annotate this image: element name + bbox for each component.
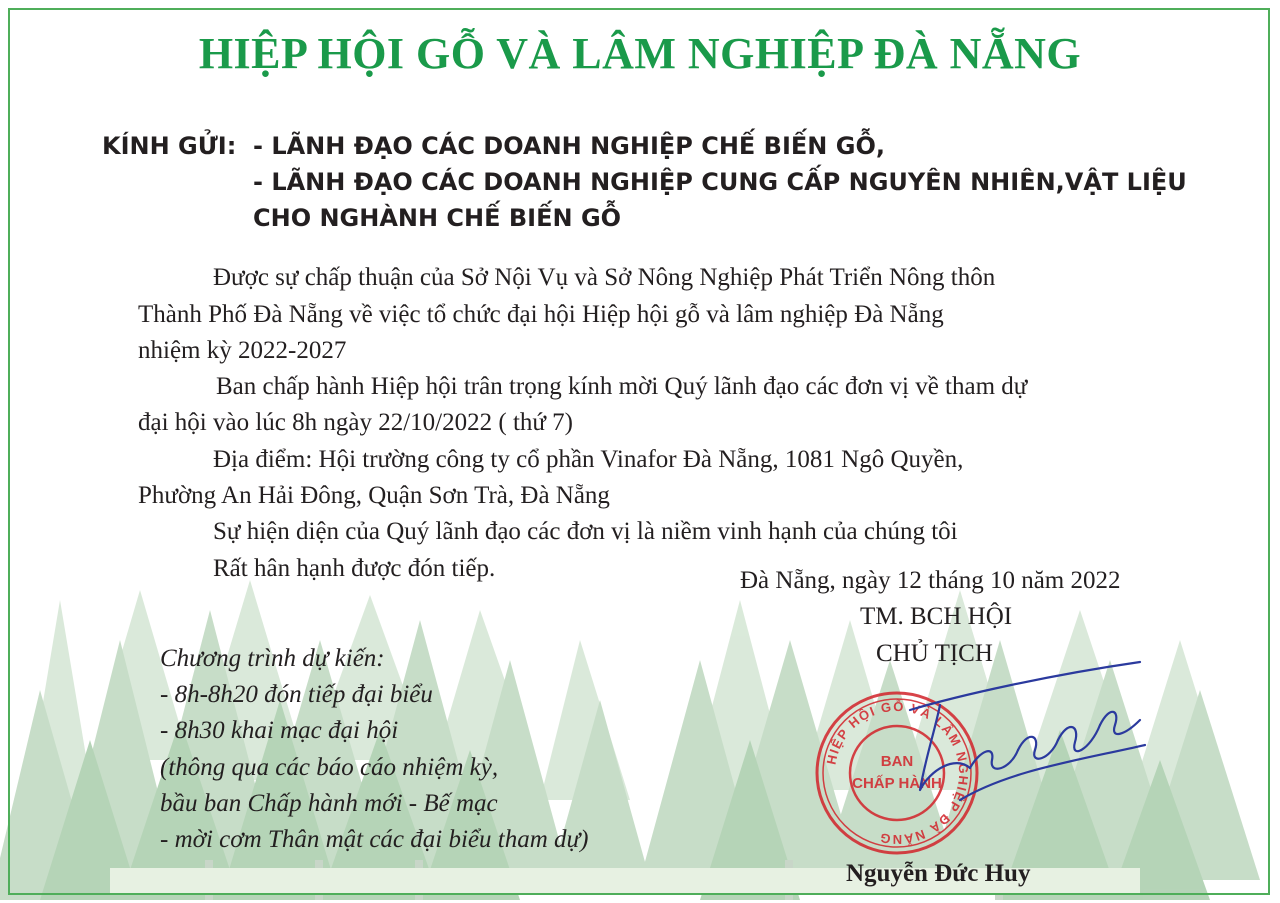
place-and-date: Đà Nẵng, ngày 12 tháng 10 năm 2022 bbox=[740, 567, 1121, 594]
program-item: - 8h30 khai mạc đại hội bbox=[160, 717, 399, 744]
program-item: (thông qua các báo cáo nhiệm kỳ, bbox=[160, 754, 499, 781]
seal-ring-text: HIỆP HỘI GỖ VÀ LÂM NGHIỆP ĐÀ NẴNG bbox=[823, 698, 972, 848]
association-title: HIỆP HỘI GỖ VÀ LÂM NGHIỆP ĐÀ NẴNG bbox=[198, 29, 1082, 78]
program-item: - 8h-8h20 đón tiếp đại biểu bbox=[160, 681, 433, 708]
body-paragraph-line: Rất hân hạnh được đón tiếp. bbox=[213, 555, 496, 582]
body-paragraph-line: Được sự chấp thuận của Sở Nội Vụ và Sở Nông Nghiệp Phát Triển Nông thôn bbox=[213, 264, 996, 291]
body-paragraph-line: Sự hiện diện của Quý lãnh đạo các đơn vị là niềm vinh hạnh của chúng tôi bbox=[213, 518, 958, 545]
body-paragraph-line: Địa điểm: Hội trường công ty cổ phần Vinafor Đà Nẵng, 1081 Ngô Quyền, bbox=[213, 446, 964, 473]
body-paragraph-line: Thành Phố Đà Nẵng về việc tổ chức đại hội Hiệp hội gỗ và lâm nghiệp Đà Nẵng bbox=[138, 301, 944, 328]
recipient-prefix: KÍNH GỬI: bbox=[102, 132, 237, 160]
program-item: bầu ban Chấp hành mới - Bế mạc bbox=[160, 790, 498, 817]
program-heading: Chương trình dự kiến: bbox=[160, 645, 385, 672]
on-behalf-label: TM. BCH HỘI bbox=[860, 603, 1013, 630]
body-paragraph-line: Phường An Hải Đông, Quận Sơn Trà, Đà Nẵng bbox=[138, 482, 610, 509]
program-item: - mời cơm Thân mật các đại biểu tham dự) bbox=[160, 826, 589, 853]
seal-center-line-1: BAN bbox=[880, 753, 914, 770]
chairman-title: CHỦ TỊCH bbox=[876, 640, 993, 667]
recipient-line-1: - LÃNH ĐẠO CÁC DOANH NGHIỆP CHẾ BIẾN GỖ, bbox=[253, 132, 885, 160]
signer-name: Nguyễn Đức Huy bbox=[846, 860, 1031, 887]
recipient-line-2: - LÃNH ĐẠO CÁC DOANH NGHIỆP CUNG CẤP NGUYÊN NHIÊN,VẬT LIỆU bbox=[253, 168, 1187, 196]
handwritten-signature bbox=[900, 650, 1150, 820]
seal-center-line-2: CHẤP HÀNH bbox=[852, 775, 942, 792]
recipient-line-3: CHO NGHÀNH CHẾ BIẾN GỖ bbox=[253, 204, 622, 232]
body-paragraph-line: đại hội vào lúc 8h ngày 22/10/2022 ( thứ 7) bbox=[138, 409, 574, 436]
body-paragraph-line: Ban chấp hành Hiệp hội trân trọng kính mời Quý lãnh đạo các đơn vị về tham dự bbox=[216, 373, 1028, 400]
body-paragraph-line: nhiệm kỳ 2022-2027 bbox=[138, 337, 347, 364]
